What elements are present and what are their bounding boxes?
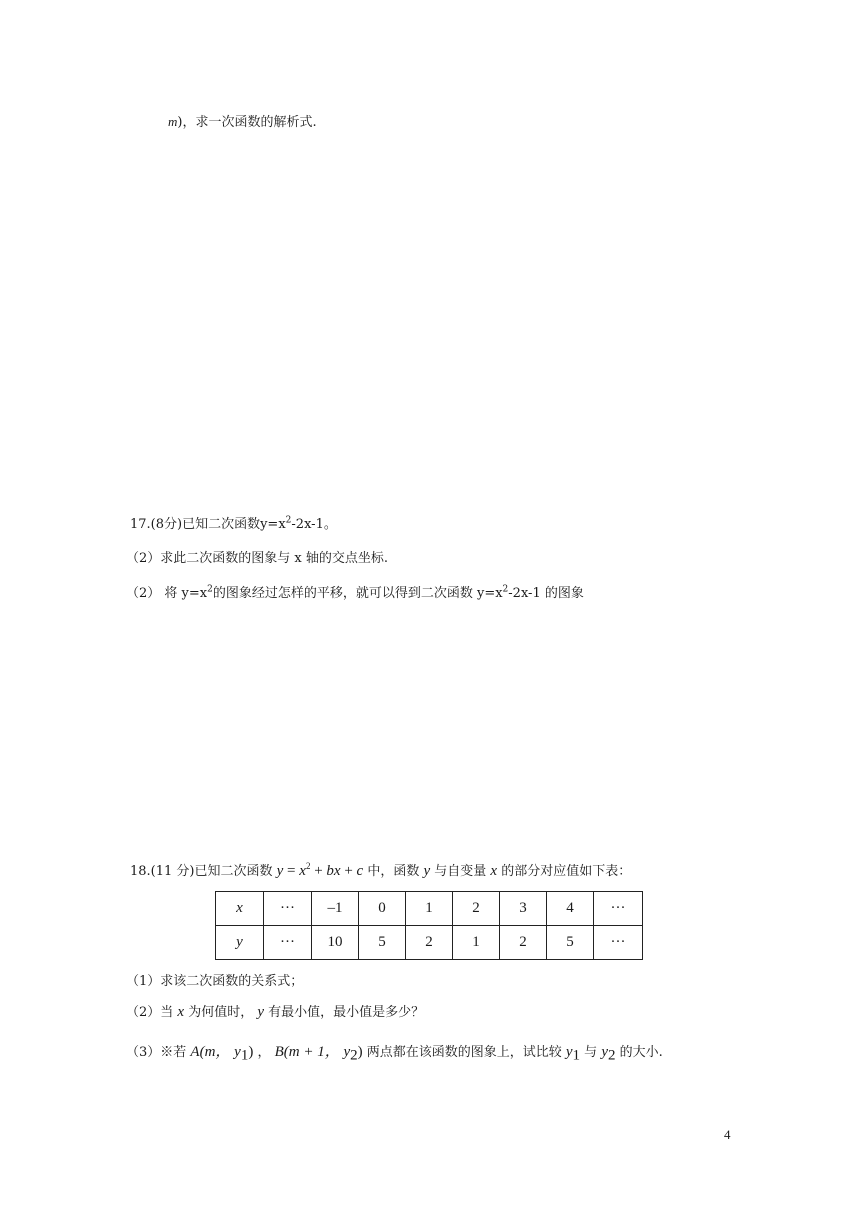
formula-plus1: + [310, 863, 327, 879]
table-cell: 3 [500, 892, 547, 926]
q18-stem-y: y [423, 863, 431, 879]
previous-question-fragment [168, 113, 317, 132]
table-cell: ··· [264, 892, 312, 926]
q18-stem-x: x [490, 863, 498, 879]
table-cell: 4 [547, 892, 594, 926]
q17-part2-mid: 的图象经过怎样的平移，就可以得到二次函数 y=x [212, 586, 503, 601]
table-cell: 1 [406, 892, 453, 926]
variable-m: m [168, 114, 178, 129]
q17-part2-exp2: 2 [502, 584, 509, 595]
var-y2: y [601, 1044, 608, 1060]
q18-part3-prefix: （3）※若 [126, 1045, 191, 1060]
table-cell: 1 [453, 926, 500, 960]
value-table [215, 891, 643, 960]
var-y2-sub: 2 [607, 1047, 616, 1064]
q18-part1: （1）求该二次函数的关系式； [126, 974, 304, 989]
formula-bx: bx [326, 863, 341, 879]
fragment-text: )，求一次函数的解析式. [177, 115, 317, 130]
table-cell: 5 [547, 926, 594, 960]
q18-stem [130, 862, 631, 881]
formula-x: x [299, 863, 306, 879]
q18-part2 [126, 1003, 424, 1022]
var-y1: y [565, 1044, 573, 1060]
table-row-x [216, 892, 643, 926]
table-cell: y [216, 926, 264, 960]
point-B: B(m + 1， y [274, 1044, 351, 1060]
q18-part2-y: y [257, 1004, 265, 1020]
table-cell: 5 [359, 926, 406, 960]
point-B-sub: 2 [350, 1047, 358, 1064]
table-cell: 2 [406, 926, 453, 960]
formula-y: y [276, 863, 284, 879]
formula-c: c [356, 863, 364, 879]
q17-part2 [126, 585, 584, 603]
q17-part2-exp1: 2 [207, 584, 213, 595]
table-cell: 0 [359, 892, 406, 926]
var-y1-sub: 1 [572, 1047, 581, 1064]
table-cell: 2 [453, 892, 500, 926]
q18-part3 [126, 1043, 663, 1062]
q17-stem [130, 516, 337, 534]
table-cell: ··· [594, 892, 643, 926]
table-row-y [216, 926, 643, 960]
point-A: A(m， y [190, 1044, 241, 1060]
q18-stem-prefix: 18.(11 分)已知二次函数 [130, 864, 277, 879]
q18-part2-prefix: （2）当 [126, 1005, 178, 1020]
q17-part2-suffix: -2x-1 的图象 [508, 586, 584, 601]
q18-part3-suffix: 的大小. [615, 1045, 663, 1060]
q18-part2-mid: 为何值时， [184, 1005, 258, 1020]
q17-part1: （2）求此二次函数的图象与 x 轴的交点坐标. [126, 551, 388, 566]
table-cell: ··· [594, 926, 643, 960]
q18-part3-sep: ， [253, 1045, 275, 1060]
table-cell: x [216, 892, 264, 926]
q18-part2-x: x [177, 1004, 185, 1020]
q18-stem-suffix: 的部分对应值如下表： [497, 864, 632, 879]
point-B-end: ) [357, 1044, 363, 1060]
q18-part3-mid: 两点都在该函数的图象上，试比较 [362, 1045, 566, 1060]
q18-stem-mid1: 中，函数 [363, 864, 424, 879]
table-cell: 10 [312, 926, 359, 960]
q18-stem-mid2: 与自变量 [430, 864, 491, 879]
table-cell: –1 [312, 892, 359, 926]
point-A-sub: 1 [240, 1047, 249, 1064]
q17-stem-prefix: 17.(8分)已知二次函数y=x [130, 517, 286, 532]
table-cell: ··· [264, 926, 312, 960]
q17-part2-prefix: （2） 将 y=x [126, 586, 208, 601]
page-number: 4 [724, 1127, 731, 1142]
table-cell: 2 [500, 926, 547, 960]
q17-stem-suffix: -2x-1。 [291, 517, 337, 532]
formula-exp: 2 [305, 861, 311, 871]
point-A-end: ) [248, 1044, 254, 1060]
q18-formula [277, 863, 364, 879]
q17-stem-exponent: 2 [285, 515, 292, 526]
formula-plus2: + [340, 863, 357, 879]
formula-eq: = [283, 863, 300, 879]
q18-part3-and: 与 [580, 1045, 602, 1060]
q18-part2-suffix: 有最小值，最小值是多少？ [264, 1005, 425, 1020]
